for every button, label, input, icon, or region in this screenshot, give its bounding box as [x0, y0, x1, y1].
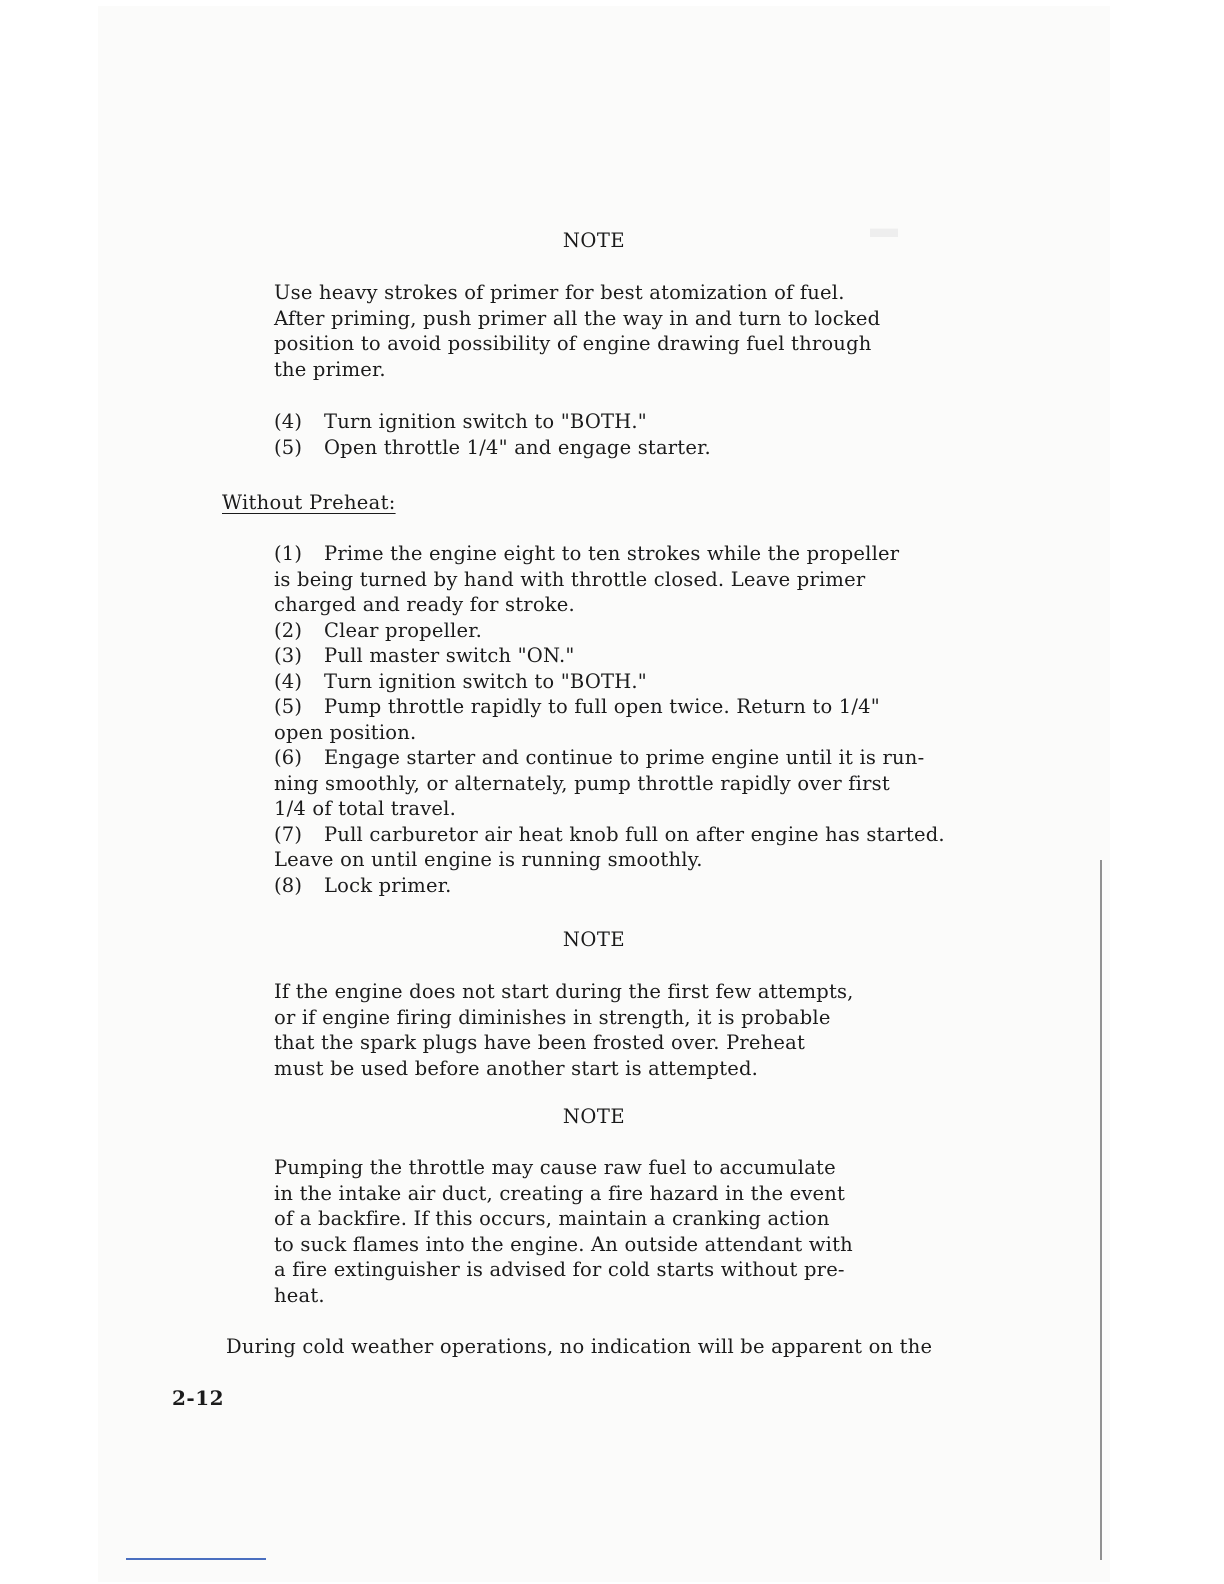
step-text: Engage starter and continue to prime engine until it is run- — [324, 746, 925, 769]
note-2-line: must be used before another start is attempted. — [274, 1056, 759, 1080]
step-text: Pump throttle rapidly to full open twice. Return to 1/4" — [324, 695, 880, 718]
step-number: (7) — [274, 822, 303, 846]
step-line — [274, 796, 456, 822]
step-text: Pull carburetor air heat knob full on after engine has started. — [324, 822, 945, 846]
step-line — [274, 541, 899, 567]
page-edge-line — [1100, 860, 1102, 1560]
step-line — [274, 669, 647, 695]
note-3-line: Pumping the throttle may cause raw fuel to accumulate — [274, 1156, 836, 1179]
note-1-line: the primer. — [274, 357, 386, 381]
bleed-through-mark: ▬ — [870, 212, 898, 243]
step-line — [274, 822, 945, 848]
step-text: is being turned by hand with throttle closed. Leave primer — [274, 567, 866, 591]
step-line — [274, 847, 703, 873]
without-preheat-heading: Without Preheat: — [222, 491, 396, 514]
note-2-line: or if engine firing diminishes in strength, it is probable — [274, 1005, 831, 1029]
note-heading-2: NOTE — [562, 928, 626, 951]
step-line — [274, 745, 924, 771]
closing-paragraph-line: During cold weather operations, no indication will be apparent on the — [226, 1335, 933, 1358]
step-text: ning smoothly, or alternately, pump throttle rapidly over first — [274, 771, 890, 795]
step-line — [274, 873, 451, 899]
step-line — [274, 720, 416, 746]
step-line — [274, 592, 575, 618]
step-line — [274, 567, 865, 593]
note-3-line: of a backfire. If this occurs, maintain a cranking action — [274, 1207, 830, 1230]
step-text: Turn ignition switch to "BOTH." — [324, 669, 647, 693]
step-text: Pull master switch "ON." — [324, 644, 575, 667]
note-3-line: in the intake air duct, creating a fire hazard in the event — [274, 1181, 846, 1205]
note-heading-1: NOTE — [562, 229, 626, 252]
step-number: (3) — [274, 644, 303, 667]
step-text: Prime the engine eight to ten strokes while the propeller — [324, 542, 900, 565]
step-number: (2) — [274, 618, 303, 642]
note-3-line: to suck flames into the engine. An outside attendant with — [274, 1232, 853, 1256]
note-1-line: Use heavy strokes of primer for best atomization of fuel. — [274, 281, 845, 304]
step-number: (6) — [274, 746, 303, 769]
bottom-rule — [126, 1558, 266, 1560]
step-number: (5) — [274, 695, 303, 718]
step-number: (4) — [274, 669, 303, 693]
note-3-line: a fire extinguisher is advised for cold starts without pre- — [274, 1258, 845, 1281]
page-number: 2-12 — [172, 1386, 225, 1410]
note-3-line: heat. — [274, 1283, 325, 1307]
step-text: Open throttle 1/4" and engage starter. — [324, 435, 711, 459]
step-text: charged and ready for stroke. — [274, 593, 575, 616]
note-1-line: position to avoid possibility of engine drawing fuel through — [274, 332, 872, 355]
step-text: Lock primer. — [324, 873, 452, 897]
note-2-line: that the spark plugs have been frosted over. Preheat — [274, 1031, 806, 1054]
step-text: open position. — [274, 720, 417, 744]
step-line — [274, 694, 880, 720]
note-1-line: After priming, push primer all the way in and turn to locked — [274, 306, 881, 330]
step-text: Leave on until engine is running smoothly. — [274, 848, 703, 871]
step-text: Clear propeller. — [324, 618, 483, 642]
note-2-line: If the engine does not start during the first few attempts, — [274, 980, 854, 1003]
step-number: (4) — [274, 410, 303, 433]
step-number: (1) — [274, 542, 303, 565]
step-text: Turn ignition switch to "BOTH." — [324, 410, 647, 433]
step-number: (5) — [274, 435, 303, 459]
step-line — [274, 435, 711, 461]
step-line — [274, 771, 890, 797]
step-line — [274, 643, 575, 669]
step-number: (8) — [274, 873, 303, 897]
step-text: 1/4 of total travel. — [274, 797, 456, 820]
note-heading-3: NOTE — [562, 1105, 626, 1128]
step-line — [274, 409, 647, 435]
step-line — [274, 618, 482, 644]
